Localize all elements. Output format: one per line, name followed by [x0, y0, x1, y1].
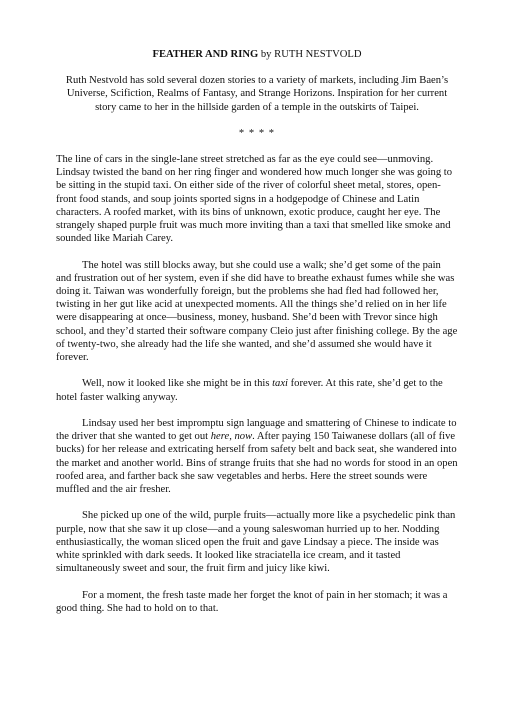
paragraph-text: The line of cars in the single-lane street stretched as far as the eye could see—unmoving. Lindsay twisted the band on her ring finger and wondered how much longer she was going to be sitting in the stupid taxi. On either side of the river of colorful sheet metal, stores, open-front food stands, and soup joints sported signs in a hodgepodge of Chinese and Latin characters. A roofed market, with its bins of unknown, exotic produce, caught her eye. The strangely shaped purple fruit was much more inviting than a taxi that smelled like smoke and sounded like Mariah Carey. — [56, 154, 452, 245]
paragraph — [56, 589, 458, 615]
document-page — [56, 48, 458, 628]
paragraph-text: Lindsay used her best impromptu sign language and smattering of Chinese to indicate to the driver that she wanted to get out — [56, 418, 457, 443]
paragraph-text: forever. At this rate, she’d get to the hotel faster walking anyway. — [56, 378, 443, 403]
italic-text: taxi — [272, 378, 288, 390]
story-body — [56, 153, 458, 615]
section-separator: * * * * — [238, 127, 276, 139]
paragraph-text: Well, now it looked like she might be in this — [82, 378, 273, 390]
paragraph-text: . After paying 150 Taiwanese dollars (all of five bucks) for her release and extricating herself from safety belt and back seat, she wandered into the market and another world. Bins of strange fruits that she had no words for stood in an open roofed area, and farther back she saw vegetables and herbs. Here the street sounds were muffled and the air fresher. — [56, 431, 458, 496]
paragraph-text: For a moment, the fresh taste made her forget the knot of pain in her stomach; it was a good thing. She had to hold on to that. — [56, 589, 448, 614]
italic-text: now — [234, 431, 253, 443]
paragraph-text: She picked up one of the wild, purple fruits—actually more like a psychedelic pink than purple, now that she saw it up close—and a young saleswoman hurried up to her. Nodding enthusiastically, the woman sliced open the fruit and gave Lindsay a piece. The inside was white sprinkled with dark seeds. It looked like straciatella ice cream, and it tasted simultaneously sweet and sour, the fruit firm and juicy like kiwi. — [56, 510, 456, 575]
paragraph — [56, 259, 458, 365]
paragraph-text: , — [229, 431, 235, 443]
byline-text: by RUTH NESTVOLD — [258, 49, 362, 60]
paragraph-text: The hotel was still blocks away, but she could use a walk; she’d get some of the pain and frustration out of her system, even if she did have to breathe exhaust fumes while she was doing it. Taiwan was wonderfully foreign, but the problems she had fled had followed her, twisting in her gut like acid at unexpected moments. All the things she’d relied on in her life were disappearing at once—business, money, husband. She’d been with Trevor since high school, and they’d started their software company Cleio just after finishing college. By the age of twenty-two, she already had the life she wanted, and she’d assumed she would have it forever. — [56, 259, 458, 364]
paragraph — [56, 153, 458, 245]
author-intro: Ruth Nestvold has sold several dozen stories to a variety of markets, including Jim Baen’s Universe, Scifiction, Realms of Fantasy, and Strange Horizons. Inspiration for her current story came to her in the hillside garden of a temple in the outskirts of Taipei. — [65, 75, 449, 113]
paragraph — [56, 509, 458, 575]
title-text: FEATHER AND RING — [152, 49, 259, 60]
italic-text: here — [210, 431, 230, 443]
story-title — [56, 48, 458, 61]
paragraph — [56, 417, 458, 496]
paragraph — [56, 377, 458, 403]
